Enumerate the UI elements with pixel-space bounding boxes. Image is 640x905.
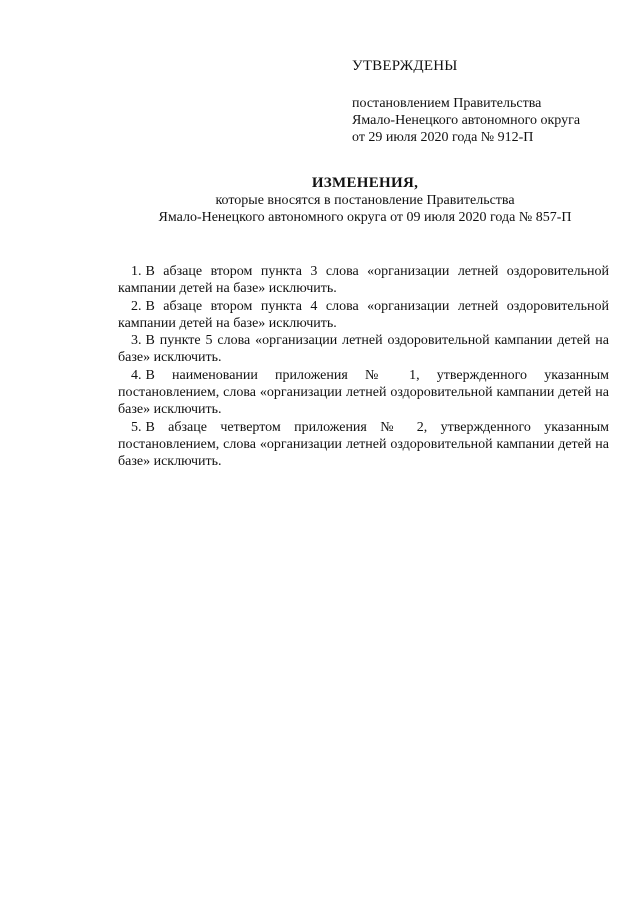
point-number: 2. (131, 298, 142, 314)
point-text: В абзаце четвертом приложения № 2, утвержденного указанным постановлением, слова «организации летней оздоровительной кампании детей на базе» исключить. (118, 419, 609, 470)
document-subtitle-line: Ямало-Ненецкого автономного округа от 09 июля 2020 года № 857-П (158, 210, 572, 225)
point-item (118, 263, 609, 298)
document-title: ИЗМЕНЕНИЯ, (311, 175, 419, 191)
points-list (118, 263, 609, 471)
approval-heading: УТВЕРЖДЕНЫ (352, 58, 458, 74)
document-title-block (0, 175, 640, 226)
point-text: В пункте 5 слова «организации летней оздоровительной кампании детей на базе» исключить. (118, 333, 609, 366)
point-item (118, 332, 609, 367)
point-text: В наименовании приложения № 1, утвержденного указанным постановлением, слова «организации летней оздоровительной кампании детей на базе» исключить. (118, 367, 609, 418)
point-item (118, 367, 609, 419)
point-text: В абзаце втором пункта 3 слова «организации летней оздоровительной кампании детей на базе» исключить. (118, 264, 609, 297)
approval-line: постановлением Правительства (352, 96, 542, 111)
document-subtitle-line: которые вносятся в постановление Правительства (215, 193, 515, 208)
approval-line: от 29 июля 2020 года № 912-П (352, 130, 534, 145)
approval-block (352, 58, 580, 146)
point-item (118, 419, 609, 471)
point-number: 1. (131, 264, 142, 279)
point-number: 5. (131, 419, 142, 435)
point-number: 3. (131, 333, 142, 349)
point-text: В абзаце втором пункта 4 слова «организации летней оздоровительной кампании детей на базе» исключить. (118, 298, 609, 331)
point-item (118, 298, 609, 333)
point-number: 4. (131, 367, 142, 383)
approval-line: Ямало-Ненецкого автономного округа (352, 113, 581, 128)
